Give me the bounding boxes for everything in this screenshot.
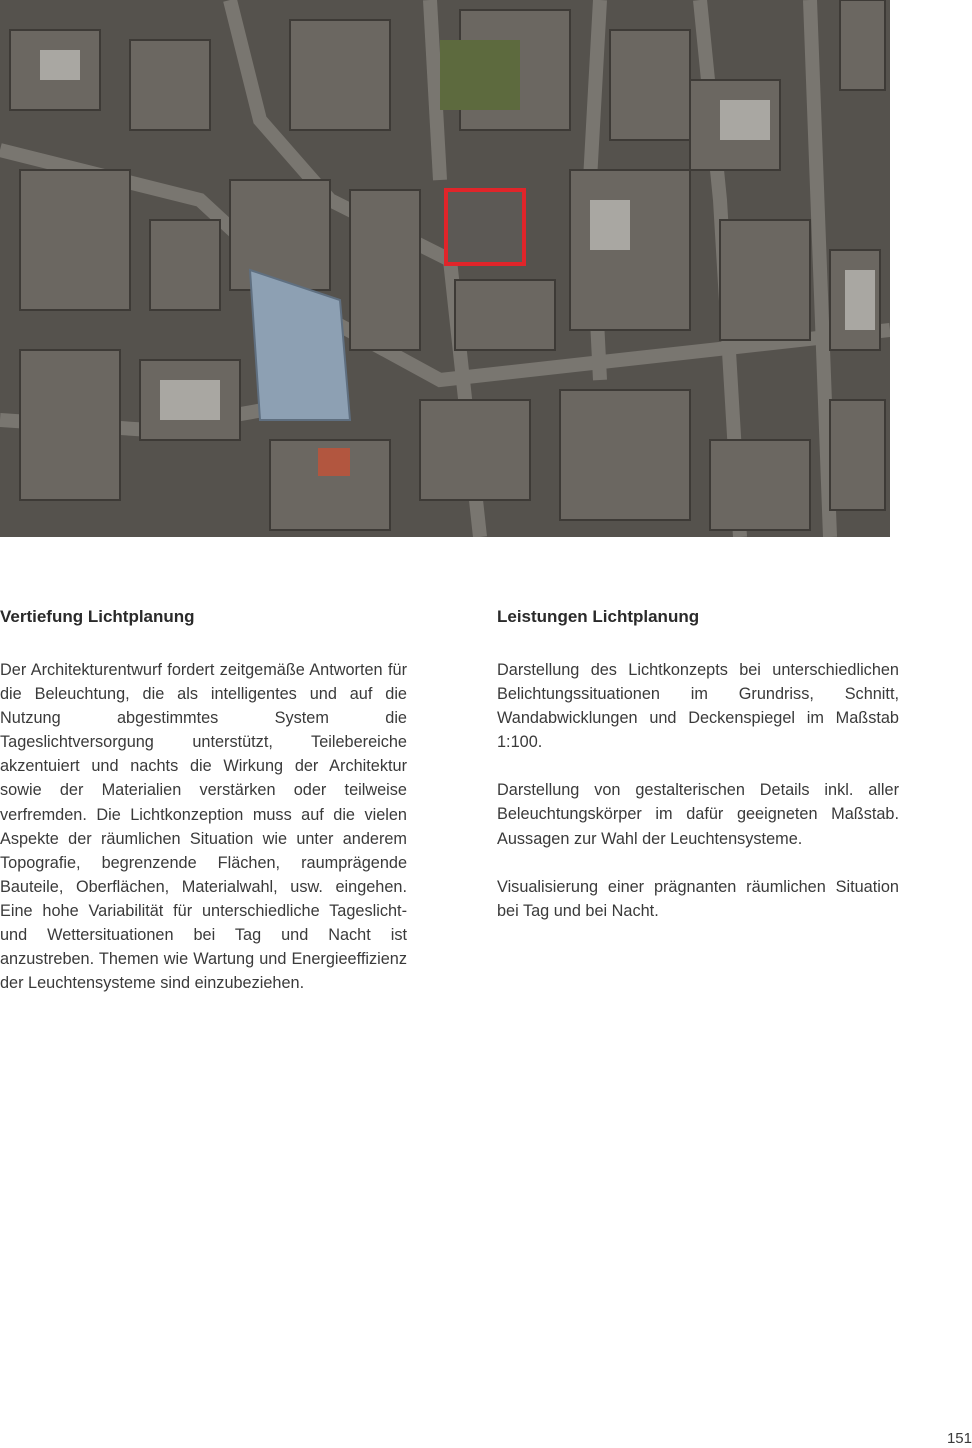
section-heading-vertiefung: Vertiefung Lichtplanung (0, 607, 195, 626)
body-paragraph: Der Architekturentwurf fordert zeitgemäße Antworten für die Beleuchtung, die als intelligentes und auf die Nutzung abgestimmtes System die Tageslichtversorgung unterstützt, Teilebereiche akzentuiert und nachts die Wirkung der Architektur sowie der Materialien verstärken oder teilweise verfremden. Die Lichtkonzeption muss auf die vielen Aspekte der räumlichen Situation wie unter anderem Topografie, begrenzende Flächen, raumprägende Bauteile, Oberflächen, Materialwahl, usw. eingehen. Eine hohe Variabilität für unterschiedliche Tageslicht- und Wettersituationen bei Tag und Nacht ist anzustreben. Themen wie Wartung und Energieeffizienz der Leuchtensysteme sind einzubeziehen. (0, 661, 407, 993)
left-column (0, 605, 407, 1019)
body-paragraph: Darstellung von gestalterischen Details inkl. aller Beleuchtungskörper im dafür geeigneten Maßstab. Aussagen zur Wahl der Leuchtensysteme. (497, 781, 899, 848)
page-number: 151 (946, 1430, 972, 1447)
body-paragraph: Visualisierung einer prägnanten räumlichen Situation bei Tag und bei Nacht. (497, 877, 899, 920)
aerial-photo (0, 0, 890, 537)
body-paragraph: Darstellung des Lichtkonzepts bei unterschiedlichen Belichtungssituationen im Grundriss, Schnitt, Wandabwicklungen und Deckenspiegel im Maßstab 1:100. (497, 661, 899, 752)
section-heading-leistungen: Leistungen Lichtplanung (497, 607, 700, 626)
right-column (497, 605, 899, 947)
aerial-photo-illustration (0, 0, 890, 537)
